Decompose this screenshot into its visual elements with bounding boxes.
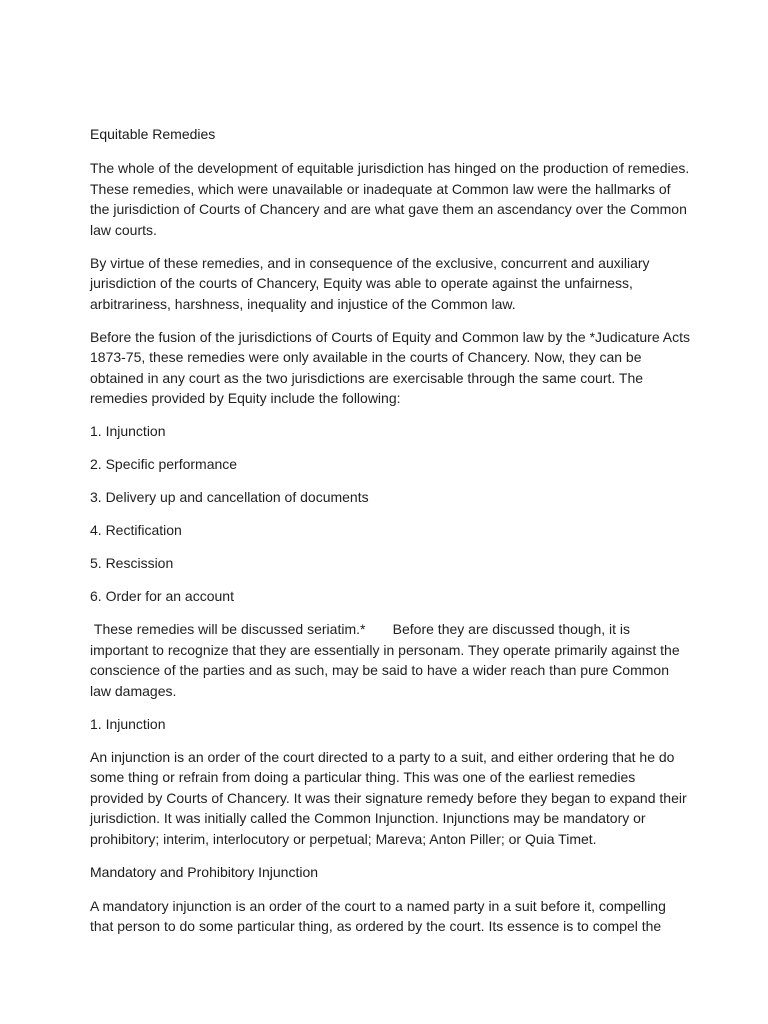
injunction-paragraph: An injunction is an order of the court directed to a party to a suit, and either ordering that he do some thing or refrain from doing a particular thing. This was one of the earliest remedies provided by Courts of Chancery. It was their signature remedy before they began to expand their jurisdiction. It was initially called the Common Injunction. Injunctions may be mandatory or prohibitory; interim, interlocutory or perpetual; Mareva; Anton Piller; or Quia Timet. bbox=[90, 748, 691, 847]
list-item: 4. Rectification bbox=[90, 522, 182, 538]
injunction-heading: 1. Injunction bbox=[90, 715, 166, 732]
list-item: 5. Rescission bbox=[90, 555, 174, 571]
list-item: 6. Order for an account bbox=[90, 588, 234, 604]
list-item: 2. Specific performance bbox=[90, 456, 238, 472]
document-page bbox=[90, 124, 694, 949]
mandatory-paragraph: A mandatory injunction is an order of the court to a named party in a suit before it, compelling that person to do some particular thing, as ordered by the court. Its essence is to compel the bbox=[90, 897, 670, 934]
remedies-list bbox=[90, 421, 690, 606]
seriatim-paragraph: These remedies will be discussed seriatim.* Before they are discussed though, it is important to recognize that they are essentially in personam. They operate primarily against the conscience of the parties and as such, may be said to have a wider reach than pure Common law damages. bbox=[90, 621, 684, 699]
mandatory-prohibitory-heading: Mandatory and Prohibitory Injunction bbox=[90, 863, 319, 880]
intro-paragraph-2: By virtue of these remedies, and in consequence of the exclusive, concurrent and auxiliary jurisdiction of the courts of Chancery, Equity was able to operate against the unfairness, arbitrariness, harshness, inequality and injustice of the Common law. bbox=[90, 254, 654, 312]
intro-paragraph-1: The whole of the development of equitable jurisdiction has hinged on the production of remedies. These remedies, which were unavailable or inadequate at Common law were the hallmarks of the jurisdiction of Courts of Chancery and are what gave them an ascendancy over the Common law courts. bbox=[90, 160, 693, 238]
list-item: 1. Injunction bbox=[90, 423, 166, 439]
document-title: Equitable Remedies bbox=[90, 126, 216, 142]
list-item: 3. Delivery up and cancellation of documents bbox=[90, 489, 369, 505]
intro-paragraph-3: Before the fusion of the jurisdictions of Courts of Equity and Common law by the *Judicature Acts 1873-75, these remedies were only available in the courts of Chancery. Now, they can be obtained in any court as the two jurisdictions are exercisable through the same court. The remedies provided by Equity include the following: bbox=[90, 328, 694, 406]
